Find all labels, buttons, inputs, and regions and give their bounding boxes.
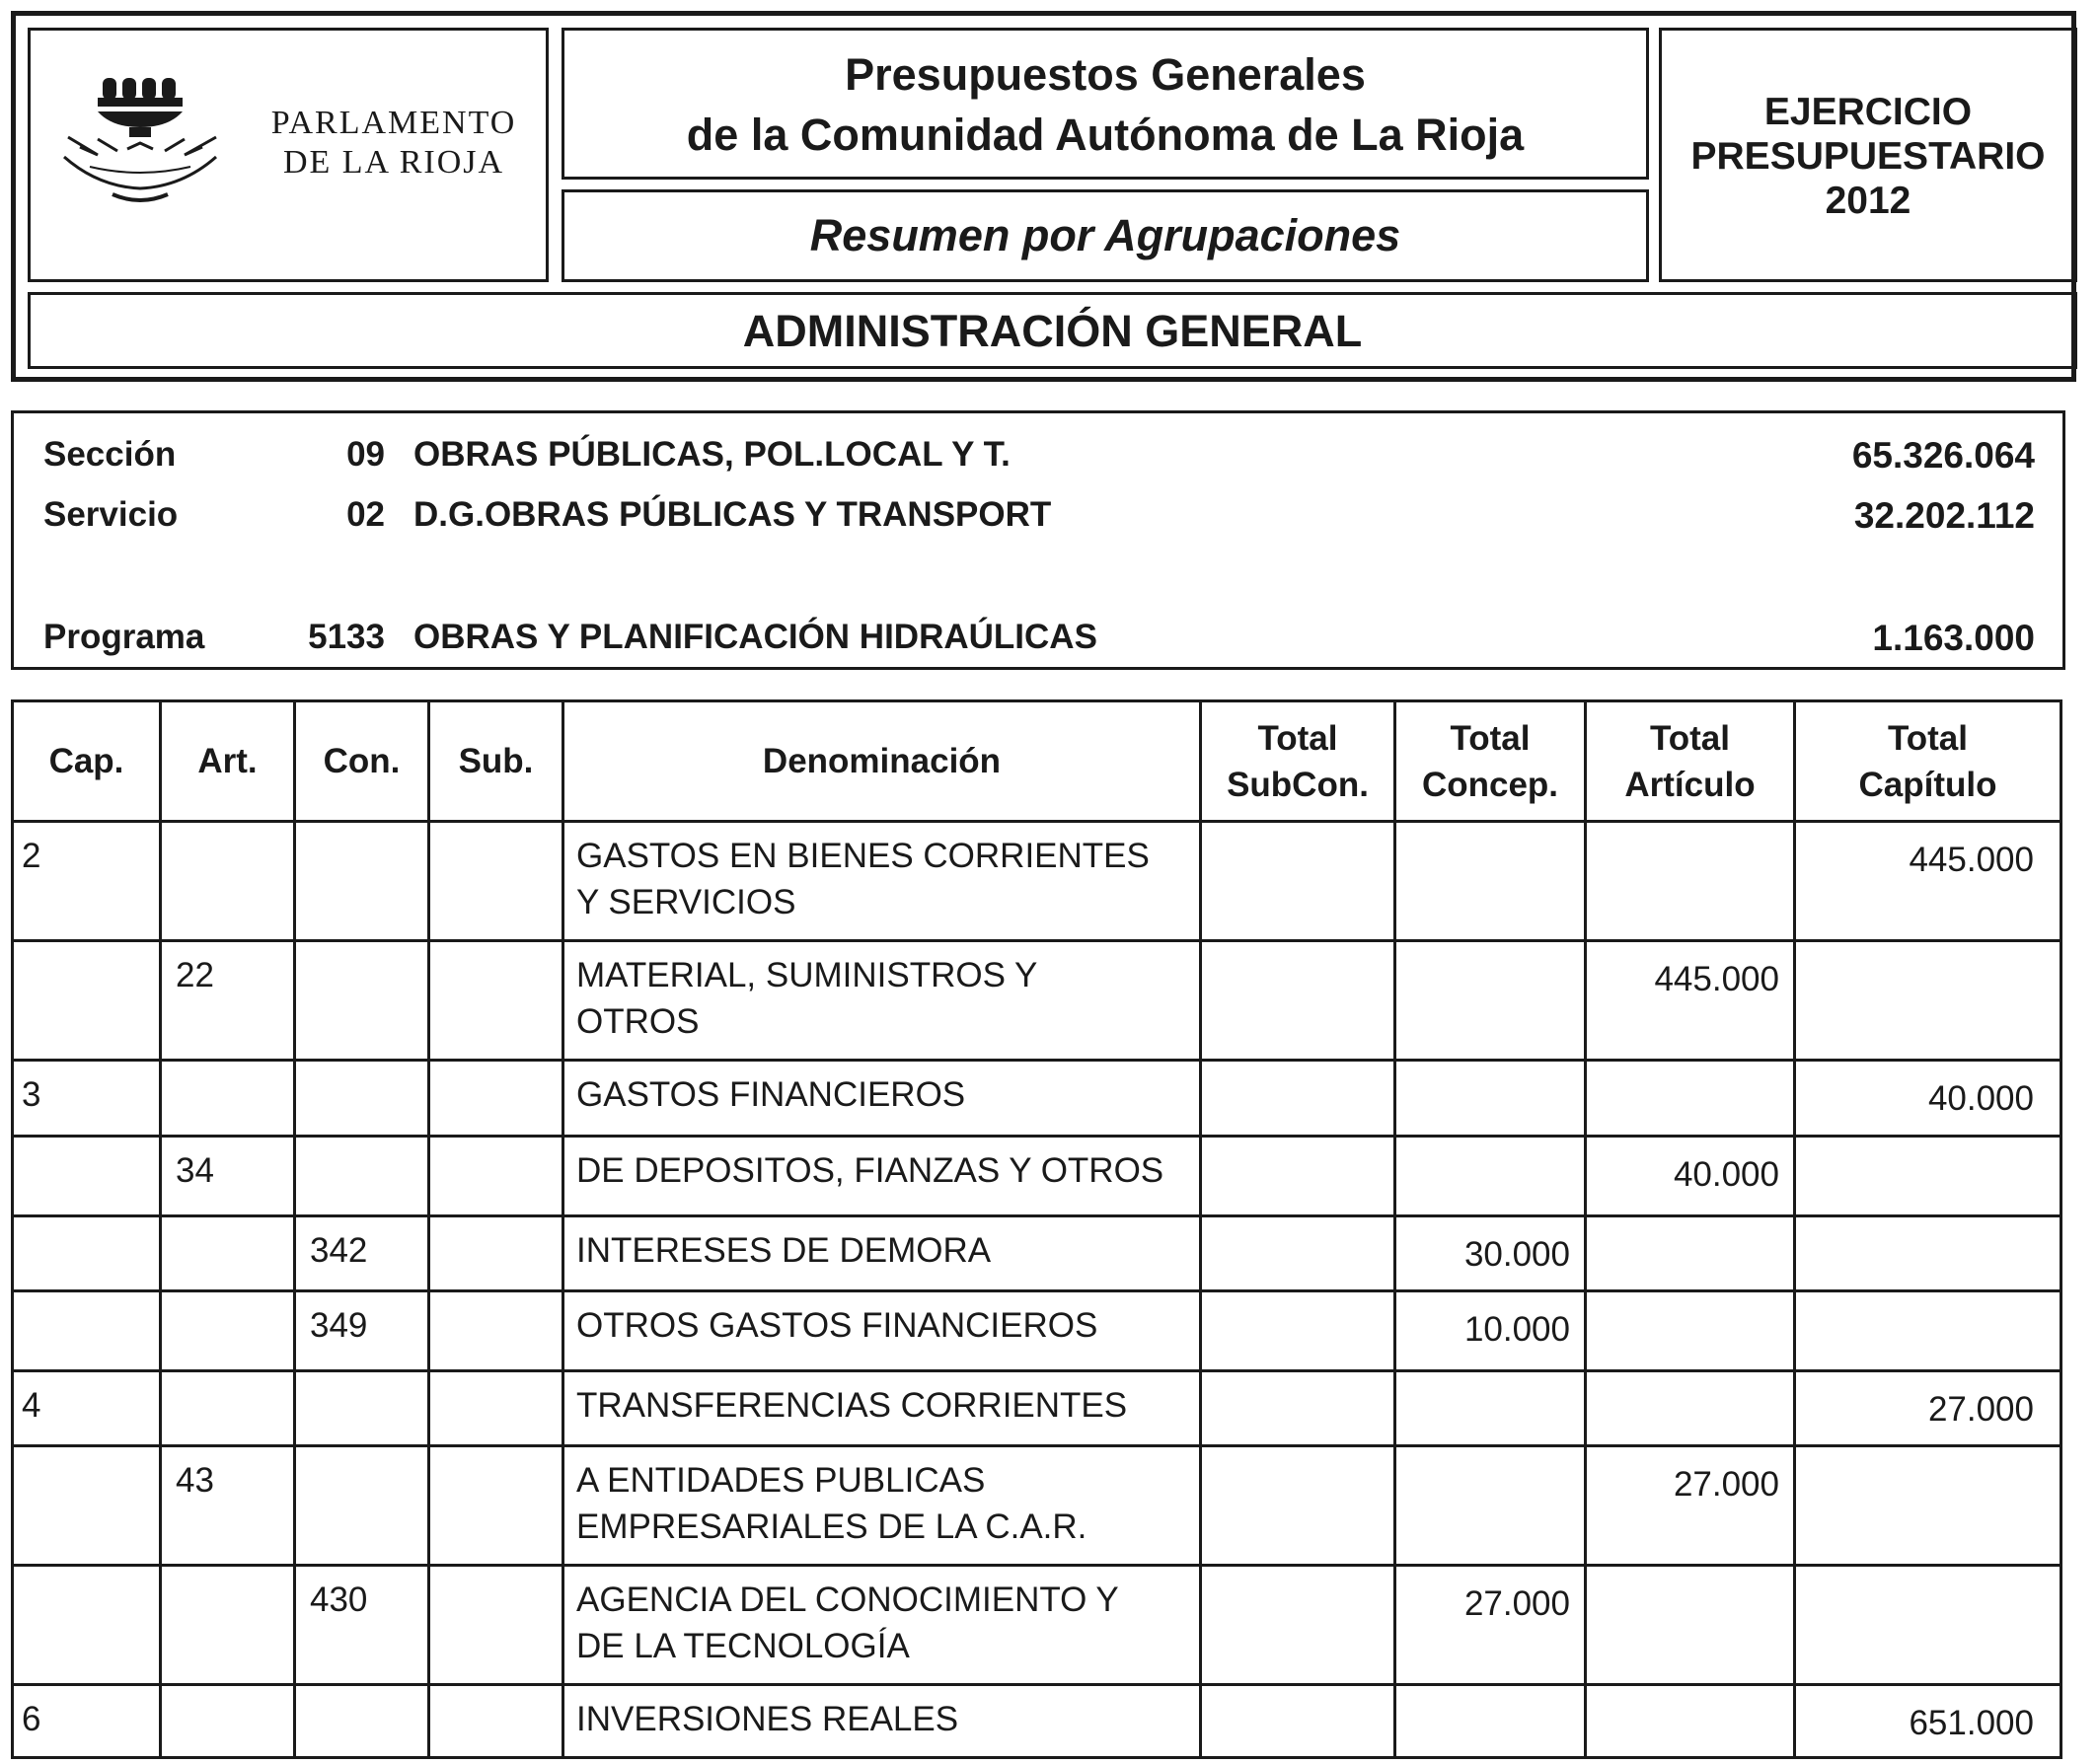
parliament-name-line-2: DE LA RIOJA	[282, 144, 505, 181]
cell-total-concep	[1395, 1371, 1586, 1446]
cell-total-concep: 27.000	[1395, 1566, 1586, 1685]
cell-sub	[429, 1137, 563, 1216]
cell-total-concep	[1395, 1446, 1586, 1566]
programa-label: Programa	[43, 618, 205, 656]
col-header-total-subcon-line-1: Total	[1257, 718, 1338, 758]
seccion-code: 09	[346, 435, 385, 474]
cell-total-capitulo	[1795, 941, 2061, 1061]
cell-sub	[429, 1685, 563, 1758]
cell-denominacion	[563, 1061, 1201, 1137]
cell-total-capitulo: 40.000	[1795, 1061, 2061, 1137]
cell-art: 34	[161, 1137, 295, 1216]
parliament-name	[246, 104, 542, 183]
section-info	[11, 410, 2065, 670]
col-header-total-subcon-line-2: SubCon.	[1227, 765, 1369, 804]
cell-cap: 3	[13, 1061, 161, 1137]
cell-total-capitulo: 651.000	[1795, 1685, 2061, 1758]
table-row	[13, 941, 2061, 1061]
denominacion-line: OTROS	[576, 1002, 700, 1041]
table-row	[13, 1371, 2061, 1446]
cell-total-concep	[1395, 1137, 1586, 1216]
col-header-total-capitulo-line-1: Total	[1887, 718, 1968, 758]
cell-art	[161, 1291, 295, 1371]
seccion-row	[14, 429, 2062, 478]
col-header-art: Art.	[161, 701, 295, 822]
cell-cap: 2	[13, 822, 161, 941]
col-header-total-concep	[1395, 701, 1586, 822]
cell-denominacion	[563, 1291, 1201, 1371]
cell-cap	[13, 1216, 161, 1291]
cell-art	[161, 822, 295, 941]
col-header-total-capitulo	[1795, 701, 2061, 822]
col-header-total-concep-line-1: Total	[1450, 718, 1531, 758]
cell-cap	[13, 1291, 161, 1371]
servicio-name: D.G.OBRAS PÚBLICAS Y TRANSPORT	[413, 495, 1052, 534]
programa-amount: 1.163.000	[1872, 618, 2035, 658]
cell-total-concep	[1395, 822, 1586, 941]
denominacion-line: AGENCIA DEL CONOCIMIENTO Y	[576, 1580, 1119, 1619]
document-title	[564, 44, 1646, 165]
cell-con	[295, 941, 429, 1061]
cell-con	[295, 1061, 429, 1137]
cell-sub	[429, 1216, 563, 1291]
cell-sub	[429, 941, 563, 1061]
fiscal-year-line-1: EJERCICIO	[1763, 91, 1973, 133]
cell-sub	[429, 822, 563, 941]
cell-sub	[429, 1291, 563, 1371]
table-header-row	[13, 701, 2061, 822]
fiscal-year	[1662, 90, 2074, 223]
seccion-name: OBRAS PÚBLICAS, POL.LOCAL Y T.	[413, 435, 1011, 474]
cell-con	[295, 1446, 429, 1566]
cell-denominacion	[563, 941, 1201, 1061]
cell-con	[295, 1685, 429, 1758]
cell-total-capitulo: 27.000	[1795, 1371, 2061, 1446]
cell-total-subcon	[1201, 941, 1395, 1061]
table-row	[13, 1061, 2061, 1137]
cell-denominacion	[563, 1137, 1201, 1216]
col-header-denominacion: Denominación	[563, 701, 1201, 822]
cell-sub	[429, 1371, 563, 1446]
denominacion-line: A ENTIDADES PUBLICAS	[576, 1461, 986, 1500]
denominacion-line: MATERIAL, SUMINISTROS Y	[576, 956, 1038, 994]
cell-art	[161, 1061, 295, 1137]
table-row	[13, 1216, 2061, 1291]
col-header-total-subcon	[1201, 701, 1395, 822]
title-line-1: Presupuestos Generales	[845, 49, 1366, 100]
cell-total-articulo: 445.000	[1586, 941, 1795, 1061]
col-header-total-articulo-line-1: Total	[1649, 718, 1730, 758]
denominacion-line: Y SERVICIOS	[576, 883, 796, 921]
cell-cap	[13, 941, 161, 1061]
cell-art	[161, 1371, 295, 1446]
denominacion-line: INTERESES DE DEMORA	[576, 1231, 992, 1270]
cell-total-subcon	[1201, 1446, 1395, 1566]
cell-con: 430	[295, 1566, 429, 1685]
denominacion-line: INVERSIONES REALES	[576, 1700, 959, 1738]
cell-total-concep: 30.000	[1395, 1216, 1586, 1291]
denominacion-line: GASTOS FINANCIEROS	[576, 1075, 966, 1114]
cell-total-articulo	[1586, 1291, 1795, 1371]
cell-art: 43	[161, 1446, 295, 1566]
servicio-amount: 32.202.112	[1853, 495, 2035, 536]
administration-title: ADMINISTRACIÓN GENERAL	[742, 306, 1363, 356]
cell-total-capitulo	[1795, 1137, 2061, 1216]
cell-denominacion	[563, 1371, 1201, 1446]
col-header-total-concep-line-2: Concep.	[1421, 765, 1559, 804]
cell-total-subcon	[1201, 1137, 1395, 1216]
subtitle-panel	[562, 189, 1649, 282]
cell-cap	[13, 1446, 161, 1566]
servicio-code: 02	[346, 495, 385, 534]
document-subtitle: Resumen por Agrupaciones	[809, 210, 1401, 260]
cell-denominacion	[563, 1216, 1201, 1291]
cell-cap: 4	[13, 1371, 161, 1446]
cell-sub	[429, 1566, 563, 1685]
programa-row	[14, 612, 2062, 661]
cell-total-articulo: 27.000	[1586, 1446, 1795, 1566]
cell-cap	[13, 1566, 161, 1685]
cell-con: 342	[295, 1216, 429, 1291]
denominacion-line: EMPRESARIALES DE LA C.A.R.	[576, 1507, 1087, 1546]
col-header-total-capitulo-line-2: Capítulo	[1858, 765, 1997, 804]
cell-art: 22	[161, 941, 295, 1061]
cell-total-subcon	[1201, 1291, 1395, 1371]
cell-art	[161, 1216, 295, 1291]
cell-art	[161, 1685, 295, 1758]
col-header-total-articulo-line-2: Artículo	[1624, 765, 1756, 804]
servicio-row	[14, 489, 2062, 539]
cell-total-articulo: 40.000	[1586, 1137, 1795, 1216]
cell-cap	[13, 1137, 161, 1216]
cell-total-articulo	[1586, 1061, 1795, 1137]
cell-total-capitulo	[1795, 1446, 2061, 1566]
col-header-total-articulo	[1586, 701, 1795, 822]
parliament-logo-icon	[58, 68, 236, 206]
table-row	[13, 1291, 2061, 1371]
cell-sub	[429, 1446, 563, 1566]
cell-total-subcon	[1201, 1566, 1395, 1685]
programa-code: 5133	[308, 618, 385, 656]
table-row	[13, 1685, 2061, 1758]
cell-total-articulo	[1586, 822, 1795, 941]
fiscal-year-value: 2012	[1825, 180, 1911, 222]
denominacion-line: TRANSFERENCIAS CORRIENTES	[576, 1386, 1128, 1425]
cell-total-articulo	[1586, 1371, 1795, 1446]
servicio-label: Servicio	[43, 495, 179, 534]
cell-art	[161, 1566, 295, 1685]
cell-total-subcon	[1201, 1061, 1395, 1137]
cell-con: 349	[295, 1291, 429, 1371]
cell-total-concep	[1395, 1685, 1586, 1758]
denominacion-line: DE DEPOSITOS, FIANZAS Y OTROS	[576, 1151, 1164, 1190]
cell-denominacion	[563, 1566, 1201, 1685]
cell-con	[295, 822, 429, 941]
administration-panel	[28, 292, 2077, 369]
cell-total-concep: 10.000	[1395, 1291, 1586, 1371]
cell-cap: 6	[13, 1685, 161, 1758]
seccion-amount: 65.326.064	[1851, 435, 2035, 476]
cell-denominacion	[563, 1446, 1201, 1566]
table-row	[13, 1566, 2061, 1685]
budget-table	[11, 699, 2062, 1759]
cell-sub	[429, 1061, 563, 1137]
cell-total-capitulo	[1795, 1291, 2061, 1371]
cell-con	[295, 1137, 429, 1216]
denominacion-line: OTROS GASTOS FINANCIEROS	[576, 1306, 1098, 1345]
cell-total-articulo	[1586, 1216, 1795, 1291]
cell-total-capitulo	[1795, 1566, 2061, 1685]
fiscal-year-panel	[1659, 28, 2077, 282]
cell-total-subcon	[1201, 1216, 1395, 1291]
cell-con	[295, 1371, 429, 1446]
seccion-label: Sección	[43, 435, 177, 474]
fiscal-year-line-2: PRESUPUESTARIO	[1690, 135, 2046, 178]
cell-total-capitulo	[1795, 1216, 2061, 1291]
table-row	[13, 1137, 2061, 1216]
programa-name: OBRAS Y PLANIFICACIÓN HIDRAÚLICAS	[413, 618, 1097, 656]
cell-total-subcon	[1201, 822, 1395, 941]
title-panel	[562, 28, 1649, 180]
logo-panel	[28, 28, 549, 282]
cell-total-subcon	[1201, 1685, 1395, 1758]
cell-total-articulo	[1586, 1566, 1795, 1685]
cell-denominacion	[563, 1685, 1201, 1758]
table-row	[13, 1446, 2061, 1566]
cell-total-capitulo: 445.000	[1795, 822, 2061, 941]
col-header-cap: Cap.	[13, 701, 161, 822]
table-row	[13, 822, 2061, 941]
denominacion-line: DE LA TECNOLOGÍA	[576, 1627, 910, 1665]
cell-denominacion	[563, 822, 1201, 941]
col-header-con: Con.	[295, 701, 429, 822]
parliament-name-line-1: PARLAMENTO	[270, 105, 517, 141]
col-header-sub: Sub.	[429, 701, 563, 822]
cell-total-concep	[1395, 941, 1586, 1061]
cell-total-articulo	[1586, 1685, 1795, 1758]
cell-total-subcon	[1201, 1371, 1395, 1446]
title-line-2: de la Comunidad Autónoma de La Rioja	[686, 110, 1525, 160]
cell-total-concep	[1395, 1061, 1586, 1137]
denominacion-line: GASTOS EN BIENES CORRIENTES	[576, 837, 1150, 875]
